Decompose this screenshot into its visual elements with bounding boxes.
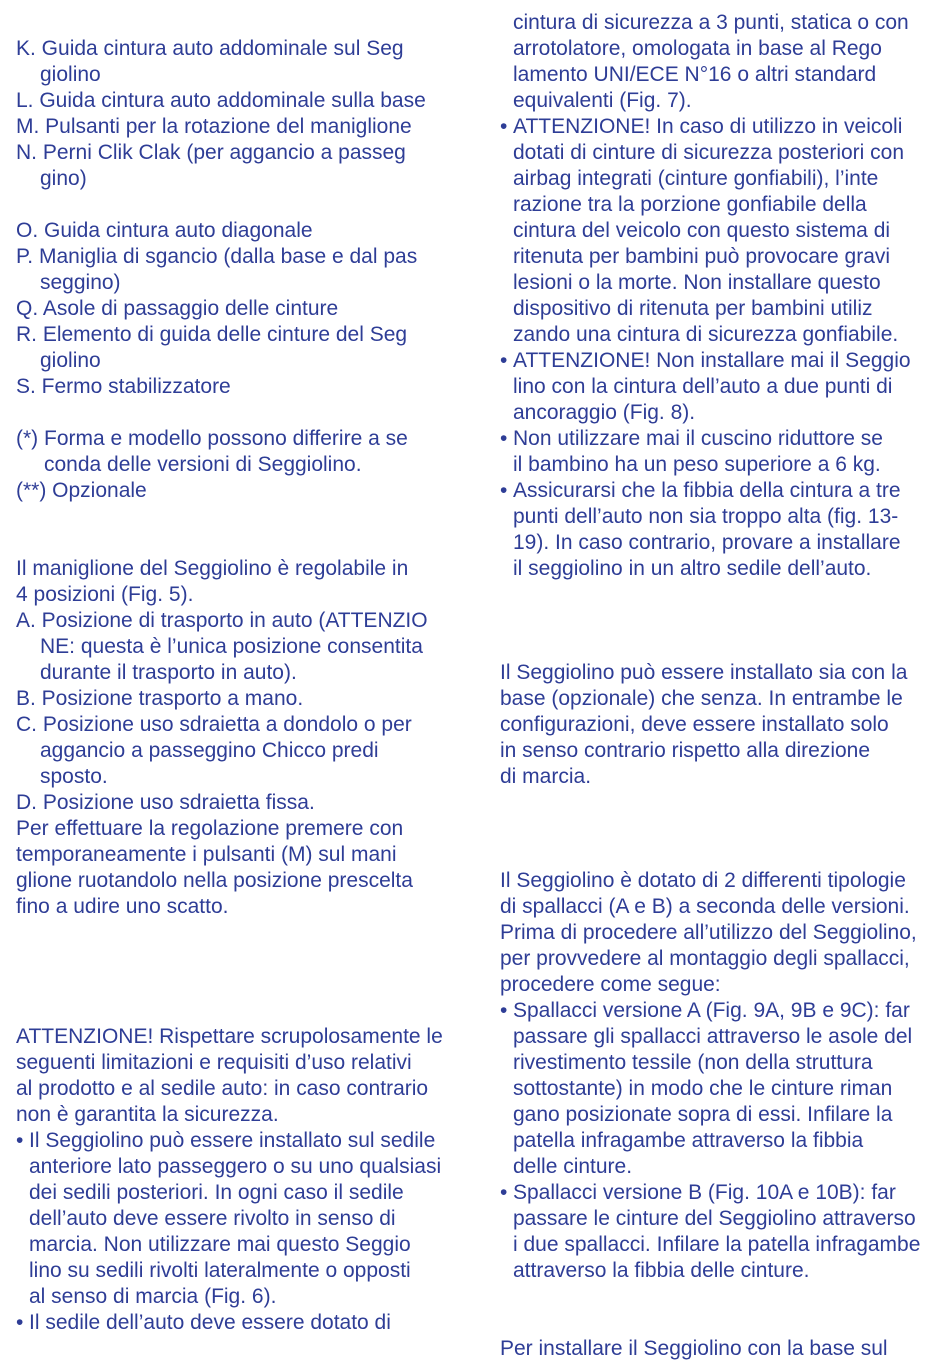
text-line: N. Perni Clik Clak (per aggancio a passeg: [16, 141, 406, 164]
text-line: durante il trasporto in auto).: [40, 661, 297, 684]
text-line: il seggiolino in un altro sedile dell’auto.: [513, 557, 872, 580]
text-line: seguenti limitazioni e requisiti d’uso relativi: [16, 1051, 412, 1074]
text-line: cintura di sicurezza a 3 punti, statica o con: [513, 11, 909, 34]
bullet-text-line: • ATTENZIONE! Non installare mai il Seggio: [500, 348, 938, 374]
text-line: K. Guida cintura auto addominale sul Seg: [16, 37, 404, 60]
text-line: razione tra la porzione gonfiabile della: [513, 193, 867, 216]
text-line: giolino: [40, 349, 101, 372]
text-line: Il Seggiolino è dotato di 2 differenti tipologie: [500, 869, 906, 892]
text-line: passare le cinture del Seggiolino attraverso: [513, 1207, 916, 1230]
blank-line: [16, 400, 456, 426]
blank-line: [16, 920, 456, 946]
text-line: il bambino ha un peso superiore a 6 kg.: [513, 453, 881, 476]
blank-line: [500, 582, 938, 608]
blank-line: [16, 946, 456, 972]
bullet-text-line: • Il sedile dell’auto deve essere dotato di: [16, 1310, 456, 1336]
text-line: procedere come segue:: [500, 973, 721, 996]
text-line: airbag integrati (cinture gonfiabili), l’inte: [513, 167, 879, 190]
text-line: M. Pulsanti per la rotazione del maniglione: [16, 115, 412, 138]
blank-line: [16, 504, 456, 530]
blank-line: [16, 998, 456, 1024]
text-line: ritenuta per bambini può provocare gravi: [513, 245, 891, 268]
bullet-text-line: • Assicurarsi che la fibbia della cintura a tre: [500, 478, 938, 504]
text-line: lino su sedili rivolti lateralmente o opposti: [29, 1259, 411, 1282]
text-line: Q. Asole di passaggio delle cinture: [16, 297, 339, 320]
blank-line: [16, 530, 456, 556]
text-line: fino a udire uno scatto.: [16, 895, 229, 918]
blank-line: [500, 816, 938, 842]
text-line: equivalenti (Fig. 7).: [513, 89, 692, 112]
text-line: B. Posizione trasporto a mano.: [16, 687, 304, 710]
text-line: giolino: [40, 63, 101, 86]
text-line: anteriore lato passeggero o su uno qualsiasi: [29, 1155, 442, 1178]
text-line: attraverso la fibbia delle cinture.: [513, 1259, 810, 1282]
text-line: seggino): [40, 271, 121, 294]
bullet-text-line: • Spallacci versione A (Fig. 9A, 9B e 9C): far: [500, 998, 938, 1024]
text-line: S. Fermo stabilizzatore: [16, 375, 231, 398]
blank-line: [500, 608, 938, 634]
text-line: lamento UNI/ECE N°16 o altri standard: [513, 63, 877, 86]
text-line: D. Posizione uso sdraietta fissa.: [16, 791, 315, 814]
blank-line: [16, 10, 456, 36]
blank-line: [16, 972, 456, 998]
text-line: rivestimento tessile (non della struttura: [513, 1051, 873, 1074]
text-line: patella infragambe attraverso la fibbia: [513, 1129, 864, 1152]
text-line: R. Elemento di guida delle cinture del Seg: [16, 323, 408, 346]
text-line: zando una cintura di sicurezza gonfiabile.: [513, 323, 899, 346]
bullet-text-line: • ATTENZIONE! In caso di utilizzo in veicoli: [500, 114, 938, 140]
blank-line: [500, 634, 938, 660]
right-text-column: [500, 10, 938, 1362]
blank-line: [16, 192, 456, 218]
text-line: passare gli spallacci attraverso le asole del: [513, 1025, 913, 1048]
text-line: arrotolatore, omologata in base al Rego: [513, 37, 882, 60]
text-line: ATTENZIONE! Rispettare scrupolosamente le: [16, 1025, 443, 1048]
text-line: gano posizionate sopra di essi. Infilare la: [513, 1103, 893, 1126]
text-line: aggancio a passeggino Chicco predi: [40, 739, 379, 762]
text-line: punti dell’auto non sia troppo alta (fig. 13-: [513, 505, 899, 528]
text-line: A. Posizione di trasporto in auto (ATTENZIO: [16, 609, 428, 632]
text-line: dispositivo di ritenuta per bambini utiliz: [513, 297, 873, 320]
text-line: lesioni o la morte. Non installare questo: [513, 271, 881, 294]
text-line: i due spallacci. Infilare la patella infragambe: [513, 1233, 921, 1256]
text-line: Il Seggiolino può essere installato sia con la: [500, 661, 908, 684]
blank-line: [500, 1284, 938, 1310]
text-line: base (opzionale) che senza. In entrambe le: [500, 687, 903, 710]
text-line: Per effettuare la regolazione premere con: [16, 817, 404, 840]
text-line: (**) Opzionale: [16, 479, 147, 502]
text-line: dotati di cinture di sicurezza posteriori con: [513, 141, 905, 164]
text-line: 4 posizioni (Fig. 5).: [16, 583, 194, 606]
text-line: Il maniglione del Seggiolino è regolabile in: [16, 557, 409, 580]
text-line: configurazioni, deve essere installato solo: [500, 713, 889, 736]
text-line: non è garantita la sicurezza.: [16, 1103, 279, 1126]
text-line: in senso contrario rispetto alla direzione: [500, 739, 871, 762]
text-line: P. Maniglia di sgancio (dalla base e dal pas: [16, 245, 418, 268]
text-line: ancoraggio (Fig. 8).: [513, 401, 696, 424]
bullet-text-line: • Spallacci versione B (Fig. 10A e 10B): far: [500, 1180, 938, 1206]
text-line: conda delle versioni di Seggiolino.: [44, 453, 362, 476]
text-line: al prodotto e al sedile auto: in caso contrario: [16, 1077, 429, 1100]
text-line: al senso di marcia (Fig. 6).: [29, 1285, 277, 1308]
text-line: dell’auto deve essere rivolto in senso di: [29, 1207, 396, 1230]
text-line: lino con la cintura dell’auto a due punti di: [513, 375, 893, 398]
text-line: Per installare il Seggiolino con la base sul: [500, 1337, 888, 1360]
text-line: sposto.: [40, 765, 108, 788]
bullet-text-line: • Il Seggiolino può essere installato sul sedile: [16, 1128, 456, 1154]
text-line: O. Guida cintura auto diagonale: [16, 219, 313, 242]
text-line: temporaneamente i pulsanti (M) sul mani: [16, 843, 397, 866]
bullet-text-line: • Non utilizzare mai il cuscino riduttore se: [500, 426, 938, 452]
text-line: dei sedili posteriori. In ogni caso il sedile: [29, 1181, 404, 1204]
text-line: 19). In caso contrario, provare a installare: [513, 531, 901, 554]
blank-line: [500, 842, 938, 868]
text-line: marcia. Non utilizzare mai questo Seggio: [29, 1233, 411, 1256]
text-line: L. Guida cintura auto addominale sulla base: [16, 89, 426, 112]
left-text-column: [16, 10, 456, 1336]
text-line: NE: questa è l’unica posizione consentita: [40, 635, 423, 658]
blank-line: [500, 790, 938, 816]
text-line: di spallacci (A e B) a seconda delle versioni.: [500, 895, 910, 918]
blank-line: [500, 1310, 938, 1336]
text-line: C. Posizione uso sdraietta a dondolo o per: [16, 713, 412, 736]
text-line: cintura del veicolo con questo sistema di: [513, 219, 891, 242]
text-line: Prima di procedere all’utilizzo del Seggiolino,: [500, 921, 917, 944]
text-line: per provvedere al montaggio degli spallacci,: [500, 947, 910, 970]
text-line: glione ruotandolo nella posizione prescelta: [16, 869, 413, 892]
text-line: di marcia.: [500, 765, 592, 788]
text-line: gino): [40, 167, 87, 190]
text-line: delle cinture.: [513, 1155, 633, 1178]
text-line: sottostante) in modo che le cinture riman: [513, 1077, 893, 1100]
text-line: (*) Forma e modello possono differire a se: [16, 427, 408, 450]
